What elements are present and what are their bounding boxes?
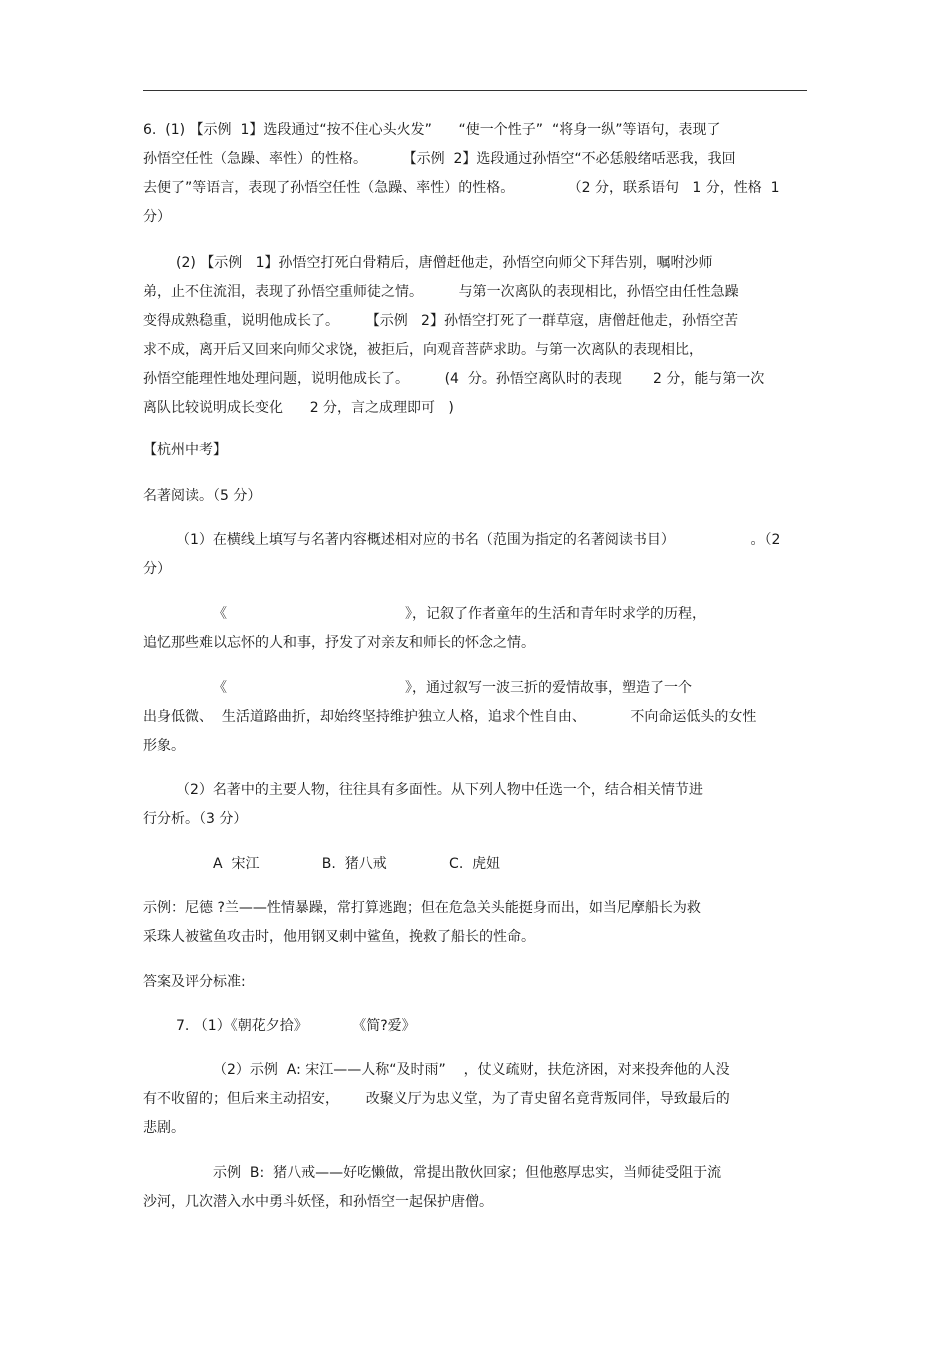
text-line: （2）名著中的主要人物，往往具有多面性。从下列人物中任选一个，结合相关情节进: [176, 782, 703, 798]
text-line: 示例 B: 猪八戒——好吃懒做，常提出散伙回家；但他憨厚忠实，当师徒受阻于流: [213, 1165, 722, 1181]
text-line: 沙河，几次潜入水中勇斗妖怪，和孙悟空一起保护唐僧。: [143, 1194, 493, 1210]
text-line: 变得成熟稳重，说明他成长了。 【示例 2】孙悟空打死了一群草寇，唐僧赶他走，孙悟空苦: [143, 313, 738, 329]
text-line: 悲剧。: [143, 1120, 185, 1136]
text-line: 离队比较说明成长变化 2 分，言之成理即可 ): [143, 400, 454, 416]
text-line: 示例：尼德 ?兰——性情暴躁，常打算逃跑；但在危急关头能挺身而出，如当尼摩船长为救: [143, 900, 701, 916]
text-line: 孙悟空任性（急躁、率性）的性格。 【示例 2】选段通过孙悟空“不必恁般绪咶恶我，我回: [143, 151, 736, 167]
text-line: 孙悟空能理性地处理问题，说明他成长了。 (4 分。孙悟空离队时的表现 2 分，能与第一次: [143, 371, 765, 387]
text-line: （2）示例 A: 宋江——人称“及时雨” ，仗义疏财，扶危济困，对来投奔他的人没: [213, 1062, 730, 1078]
text-line: 出身低微、 生活道路曲折，却始终坚持维护独立人格，追求个性自由、 不向命运低头的女性: [143, 709, 757, 725]
text-line: 有不收留的；但后来主动招安， 改聚义厅为忠义堂，为了青史留名竟背叛同伴，导致最后的: [143, 1091, 730, 1107]
text-line: 去便了”等语言，表现了孙悟空任性（急躁、率性）的性格。 （2 分，联系语句 1 分，性格 1: [143, 180, 780, 196]
text-line: 追忆那些难以忘怀的人和事，抒发了对亲友和师长的怀念之情。: [143, 635, 535, 651]
text-line: （1）在横线上填写与名著内容概述相对应的书名（范围为指定的名著阅读书目） 。（2: [176, 532, 781, 548]
text-line: (2) 【示例 1】孙悟空打死白骨精后，唐僧赶他走，孙悟空向师父下拜告别，嘱咐沙师: [176, 255, 713, 271]
text-line: 分）: [143, 209, 171, 225]
text-line: 形象。: [143, 738, 185, 754]
text-line: 答案及评分标准:: [143, 974, 246, 990]
text-line: 【杭州中考】: [143, 442, 227, 458]
text-line: 7. （1）《朝花夕拾》 《简?爱》: [176, 1018, 416, 1034]
text-line: A 宋江 B. 猪八戒 C. 虎妞: [213, 856, 501, 872]
text-line: 分）: [143, 561, 171, 577]
text-line: 采珠人被鲨鱼攻击时，他用钢叉刺中鲨鱼，挽救了船长的性命。: [143, 929, 535, 945]
text-line: 行分析。（3 分）: [143, 811, 248, 827]
text-line: 6. (1) 【示例 1】选段通过“按不住心头火发” “使一个性子” “将身一纵”等语句，表现了: [143, 122, 721, 138]
text-line: 求不成，离开后又回来向师父求饶，被拒后，向观音菩萨求助。与第一次离队的表现相比，: [143, 342, 703, 358]
header-rule: [143, 90, 807, 91]
text-line: 名著阅读。（5 分）: [143, 488, 262, 504]
text-line: 《 》，记叙了作者童年的生活和青年时求学的历程，: [213, 606, 707, 622]
text-line: 弟，止不住流泪，表现了孙悟空重师徒之情。 与第一次离队的表现相比，孙悟空由任性急躁: [143, 284, 739, 300]
text-line: 《 》，通过叙写一波三折的爱情故事，塑造了一个: [213, 680, 693, 696]
